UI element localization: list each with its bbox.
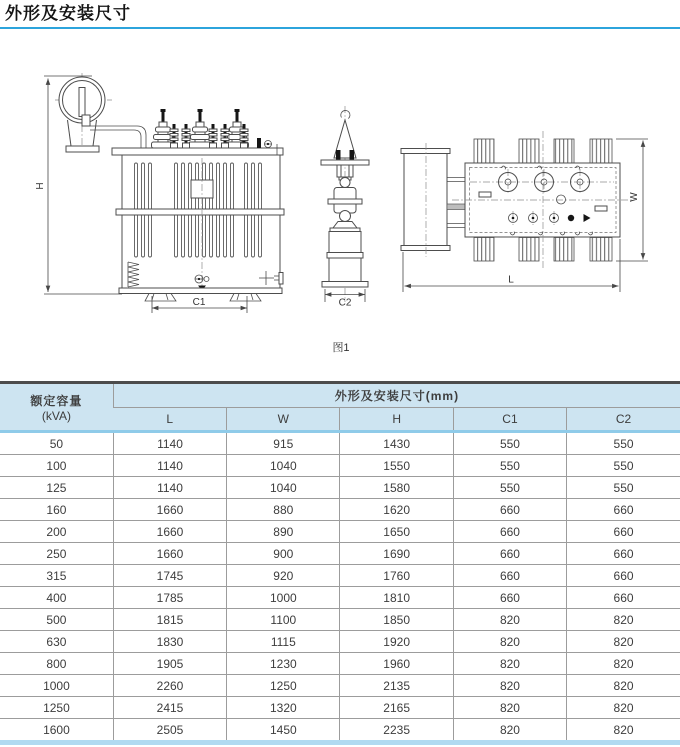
table-row	[0, 675, 680, 697]
lv-bushing-icon	[209, 124, 217, 148]
header-col-c1: C1	[453, 408, 566, 432]
page-title: 外形及安装尺寸	[5, 4, 131, 23]
dimension-cell: 1815	[113, 609, 226, 631]
c1-dimension	[152, 296, 247, 313]
oil-gauge-icon	[264, 141, 272, 148]
dimension-cell: 550	[453, 432, 566, 455]
dimension-cell: 820	[453, 697, 566, 719]
dimension-cell: 2260	[113, 675, 226, 697]
dimension-cell: 550	[567, 477, 680, 499]
header-capacity-line1: 额定容量	[30, 393, 83, 408]
dimension-cell: 820	[567, 653, 680, 675]
dimension-cell: 820	[453, 653, 566, 675]
capacity-cell: 1000	[0, 675, 113, 697]
dimension-cell: 1830	[113, 631, 226, 653]
dimension-cell: 820	[453, 675, 566, 697]
dimension-cell: 660	[567, 521, 680, 543]
table-row	[0, 631, 680, 653]
dimension-cell: 1550	[340, 455, 453, 477]
dimension-cell: 550	[567, 432, 680, 455]
dimension-cell: 660	[453, 521, 566, 543]
dimension-cell: 660	[567, 565, 680, 587]
dimension-cell: 2505	[113, 719, 226, 743]
table-header	[0, 383, 680, 432]
dimension-cell: 550	[453, 455, 566, 477]
capacity-cell: 630	[0, 631, 113, 653]
dimension-cell: 2135	[340, 675, 453, 697]
dimension-cell: 1810	[340, 587, 453, 609]
header-capacity-line2: (kVA)	[41, 408, 71, 423]
dimension-cell: 820	[567, 631, 680, 653]
dimension-cell: 1140	[113, 432, 226, 455]
table-row	[0, 521, 680, 543]
header-col-w: W	[227, 408, 340, 432]
dimension-cell: 820	[453, 719, 566, 743]
table-row	[0, 587, 680, 609]
table-row	[0, 543, 680, 565]
dimension-cell: 660	[567, 587, 680, 609]
dimension-cell: 1660	[113, 521, 226, 543]
hv-bushing-icon	[189, 109, 212, 148]
table-row	[0, 499, 680, 521]
table-row	[0, 719, 680, 743]
dimension-cell: 1430	[340, 432, 453, 455]
capacity-cell: 125	[0, 477, 113, 499]
dimension-cell: 1320	[227, 697, 340, 719]
dimension-cell: 1850	[340, 609, 453, 631]
w-dimension	[616, 139, 648, 261]
dimension-cell: 820	[453, 631, 566, 653]
dimension-cell: 1450	[227, 719, 340, 743]
dimension-cell: 1040	[227, 477, 340, 499]
capacity-cell: 250	[0, 543, 113, 565]
capacity-cell: 315	[0, 565, 113, 587]
figure-caption: 图1	[332, 342, 350, 354]
dimension-cell: 1100	[227, 609, 340, 631]
dimension-cell: 1140	[113, 477, 226, 499]
dimension-cell: 880	[227, 499, 340, 521]
capacity-cell: 1250	[0, 697, 113, 719]
h-label: H	[35, 182, 46, 190]
dimension-cell: 820	[567, 609, 680, 631]
capacity-cell: 50	[0, 432, 113, 455]
dimension-cell: 1140	[113, 455, 226, 477]
lifting-hook-icon	[341, 110, 350, 118]
figure-1-drawing	[0, 40, 680, 370]
dimension-cell: 1760	[340, 565, 453, 587]
dimension-cell: 1960	[340, 653, 453, 675]
dimension-cell: 660	[453, 565, 566, 587]
table-row	[0, 697, 680, 719]
dimension-cell: 1115	[227, 631, 340, 653]
table-row	[0, 565, 680, 587]
dimension-cell: 1745	[113, 565, 226, 587]
dimension-cell: 1660	[113, 543, 226, 565]
dimension-cell: 660	[453, 587, 566, 609]
side-bushing-view	[321, 106, 369, 302]
dimension-cell: 1230	[227, 653, 340, 675]
table-body	[0, 432, 680, 743]
dimension-cell: 660	[453, 543, 566, 565]
c1-label: C1	[192, 297, 206, 308]
dimension-cell: 1250	[227, 675, 340, 697]
capacity-cell: 200	[0, 521, 113, 543]
dimension-cell: 660	[567, 543, 680, 565]
lv-bushing-icon	[221, 124, 229, 148]
dimension-cell: 820	[453, 609, 566, 631]
capacity-cell: 100	[0, 455, 113, 477]
dimension-cell: 1920	[340, 631, 453, 653]
lv-bushing-icon	[170, 124, 178, 148]
dimension-cell: 890	[227, 521, 340, 543]
dimension-cell: 1000	[227, 587, 340, 609]
dimension-cell: 2235	[340, 719, 453, 743]
dimension-cell: 1040	[227, 455, 340, 477]
dimension-cell: 820	[567, 675, 680, 697]
dimension-cell: 1650	[340, 521, 453, 543]
capacity-cell: 160	[0, 499, 113, 521]
dimension-cell: 1905	[113, 653, 226, 675]
dimension-cell: 1690	[340, 543, 453, 565]
capacity-cell: 800	[0, 653, 113, 675]
dimension-cell: 915	[227, 432, 340, 455]
capacity-cell: 500	[0, 609, 113, 631]
header-col-h: H	[340, 408, 453, 432]
thermometer-seat-icon	[568, 215, 574, 221]
front-view	[55, 73, 284, 301]
header-col-l: L	[113, 408, 226, 432]
lv-bushing-icon	[182, 124, 190, 148]
dimension-cell: 2415	[113, 697, 226, 719]
table-row	[0, 477, 680, 499]
table-row	[0, 609, 680, 631]
dimension-table	[0, 381, 680, 745]
table-row	[0, 432, 680, 455]
w-label: W	[629, 192, 640, 202]
dimension-cell: 1620	[340, 499, 453, 521]
l-label: L	[508, 274, 514, 286]
capacity-cell: 1600	[0, 719, 113, 743]
table-row	[0, 455, 680, 477]
dimension-cell: 920	[227, 565, 340, 587]
dimension-cell: 1785	[113, 587, 226, 609]
dimension-cell: 1580	[340, 477, 453, 499]
dimension-cell: 820	[567, 697, 680, 719]
top-view	[401, 131, 632, 268]
dimension-cell: 660	[567, 499, 680, 521]
dimension-cell: 1660	[113, 499, 226, 521]
dimension-cell: 660	[453, 499, 566, 521]
dimension-cell: 550	[453, 477, 566, 499]
dimension-cell: 2165	[340, 697, 453, 719]
c2-label: C2	[338, 297, 352, 309]
dimension-cell: 820	[567, 719, 680, 743]
table-row	[0, 653, 680, 675]
header-dimensions-group: 外形及安装尺寸(mm)	[113, 383, 680, 408]
header-col-c2: C2	[567, 408, 680, 432]
capacity-cell: 400	[0, 587, 113, 609]
dimension-cell: 900	[227, 543, 340, 565]
header-capacity	[0, 383, 113, 432]
section-header	[0, 0, 680, 29]
dimension-cell: 550	[567, 455, 680, 477]
